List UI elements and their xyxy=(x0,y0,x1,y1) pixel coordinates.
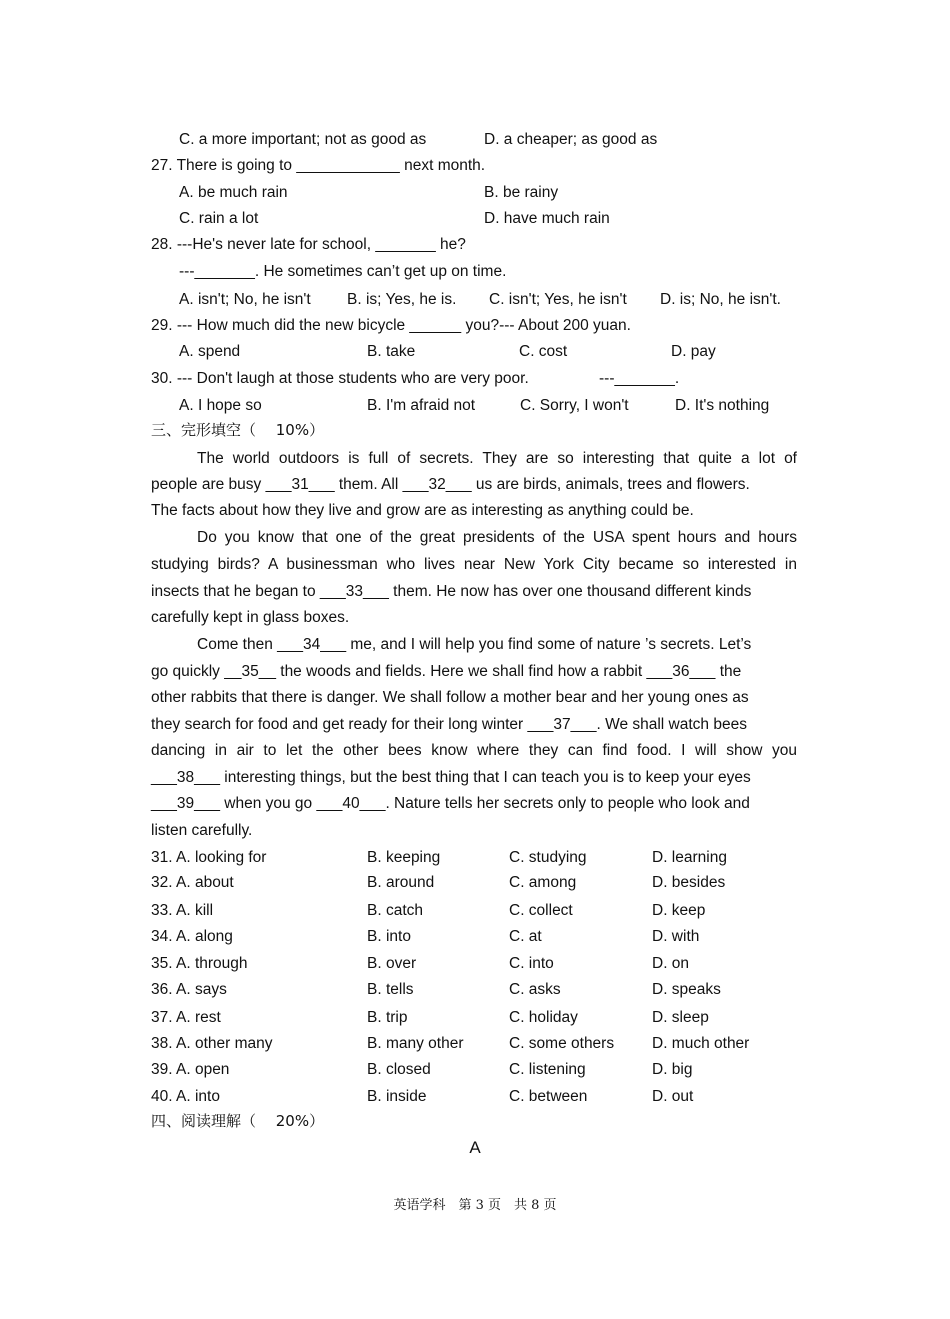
option-40-c: C. between xyxy=(509,1088,588,1105)
option-31-a: 31. A. looking for xyxy=(151,849,267,866)
option-34-a: 34. A. along xyxy=(151,928,233,945)
passage-line: ___39___ when you go ___40___. Nature tells her secrets only to people who look and xyxy=(151,795,750,812)
q28-stem: 28. ---He's never late for school, _______ he? xyxy=(151,236,466,253)
option-37-c: C. holiday xyxy=(509,1009,578,1026)
option-36-a: 36. A. says xyxy=(151,981,227,998)
option-36-d: D. speaks xyxy=(652,981,721,998)
option-38-b: B. many other xyxy=(367,1035,464,1052)
q30-stem: 30. --- Don't laugh at those students who are very poor. xyxy=(151,370,529,387)
option-32-d: D. besides xyxy=(652,874,726,891)
passage-line: insects that he began to ___33___ them. He now has over one thousand different kinds xyxy=(151,583,752,600)
q30-option-c: C. Sorry, I won't xyxy=(520,397,629,414)
page-footer: 英语学科 第 3 页 共 8 页 xyxy=(393,1198,557,1213)
option-31-c: C. studying xyxy=(509,849,587,866)
option-36-c: C. asks xyxy=(509,981,561,998)
option-35-b: B. over xyxy=(367,955,417,972)
option-39-d: D. big xyxy=(652,1061,693,1078)
q27-option-b: B. be rainy xyxy=(484,184,559,201)
q29-option-c: C. cost xyxy=(519,343,568,360)
passage-line: The facts about how they live and grow are as interesting as anything could be. xyxy=(151,502,694,519)
section-4-title: 四、阅读理解（ 20%） xyxy=(151,1112,325,1130)
option-38-c: C. some others xyxy=(509,1035,615,1052)
q29-option-d: D. pay xyxy=(671,343,716,360)
q28-option-b: B. is; Yes, he is. xyxy=(347,291,457,308)
option-34-d: D. with xyxy=(652,928,700,945)
q30-stem-reply: ---_______. xyxy=(599,370,680,387)
q27-stem: 27. There is going to ____________ next month. xyxy=(151,157,486,174)
option-37-d: D. sleep xyxy=(652,1009,709,1026)
passage-line: people are busy ___31___ them. All ___32___ us are birds, animals, trees and flowers. xyxy=(151,476,750,493)
q27-option-a: A. be much rain xyxy=(179,184,288,201)
q29-option-b: B. take xyxy=(367,343,416,360)
passage-line: go quickly __35__ the woods and fields. Here we shall find how a rabbit ___36___ the xyxy=(151,663,742,680)
option-33-b: B. catch xyxy=(367,902,423,919)
passage-line: they search for food and get ready for their long winter ___37___. We shall watch bees xyxy=(151,716,747,733)
passage-line: listen carefully. xyxy=(151,822,253,839)
q30-option-a: A. I hope so xyxy=(179,397,262,414)
option-40-d: D. out xyxy=(652,1088,694,1105)
option-38-a: 38. A. other many xyxy=(151,1035,273,1052)
passage-line: Do you know that one of the great presidents of the USA spent hours and hours xyxy=(197,529,797,546)
option-34-b: B. into xyxy=(367,928,411,945)
q29-option-a: A. spend xyxy=(179,343,241,360)
q28-stem-reply: ---_______. He sometimes can’t get up on time. xyxy=(179,263,507,280)
option-31-d: D. learning xyxy=(652,849,727,866)
passage-line: other rabbits that there is danger. We shall follow a mother bear and her young ones as xyxy=(151,689,749,706)
option-37-b: B. trip xyxy=(367,1009,408,1026)
q28-option-a: A. isn't; No, he isn't xyxy=(179,291,311,308)
option-35-d: D. on xyxy=(652,955,690,972)
option-31-b: B. keeping xyxy=(367,849,441,866)
option-32-c: C. among xyxy=(509,874,577,891)
option-32-a: 32. A. about xyxy=(151,874,234,891)
q26-option-d: D. a cheaper; as good as xyxy=(484,131,658,148)
option-39-a: 39. A. open xyxy=(151,1061,230,1078)
option-40-a: 40. A. into xyxy=(151,1088,220,1105)
option-33-d: D. keep xyxy=(652,902,706,919)
q26-option-c: C. a more important; not as good as xyxy=(179,131,427,148)
q28-option-c: C. isn't; Yes, he isn't xyxy=(489,291,627,308)
q27-option-d: D. have much rain xyxy=(484,210,610,227)
passage-line: The world outdoors is full of secrets. They are so interesting that quite a lot of xyxy=(197,450,797,467)
passage-line: Come then ___34___ me, and I will help you find some of nature ’s secrets. Let’s xyxy=(197,636,752,653)
option-32-b: B. around xyxy=(367,874,435,891)
q28-option-d: D. is; No, he isn't. xyxy=(660,291,781,308)
passage-line: dancing in air to let the other bees know where they can find food. I will show you xyxy=(151,742,797,759)
option-35-a: 35. A. through xyxy=(151,955,248,972)
q30-option-d: D. It's nothing xyxy=(675,397,770,414)
q30-option-b: B. I'm afraid not xyxy=(367,397,476,414)
reading-part-label: A xyxy=(469,1138,481,1157)
option-35-c: C. into xyxy=(509,955,554,972)
passage-line: carefully kept in glass boxes. xyxy=(151,609,350,626)
q27-option-c: C. rain a lot xyxy=(179,210,259,227)
passage-line: studying birds? A businessman who lives near New York City became so interested in xyxy=(151,556,797,573)
passage-line: ___38___ interesting things, but the best thing that I can teach you is to keep your eyes xyxy=(151,769,751,786)
section-3-title: 三、完形填空（ 10%） xyxy=(151,421,325,439)
option-34-c: C. at xyxy=(509,928,542,945)
option-40-b: B. inside xyxy=(367,1088,427,1105)
option-37-a: 37. A. rest xyxy=(151,1009,221,1026)
option-39-c: C. listening xyxy=(509,1061,586,1078)
option-33-c: C. collect xyxy=(509,902,573,919)
option-36-b: B. tells xyxy=(367,981,414,998)
option-33-a: 33. A. kill xyxy=(151,902,214,919)
option-39-b: B. closed xyxy=(367,1061,431,1078)
option-38-d: D. much other xyxy=(652,1035,750,1052)
q29-stem: 29. --- How much did the new bicycle ______ you?--- About 200 yuan. xyxy=(151,317,631,334)
